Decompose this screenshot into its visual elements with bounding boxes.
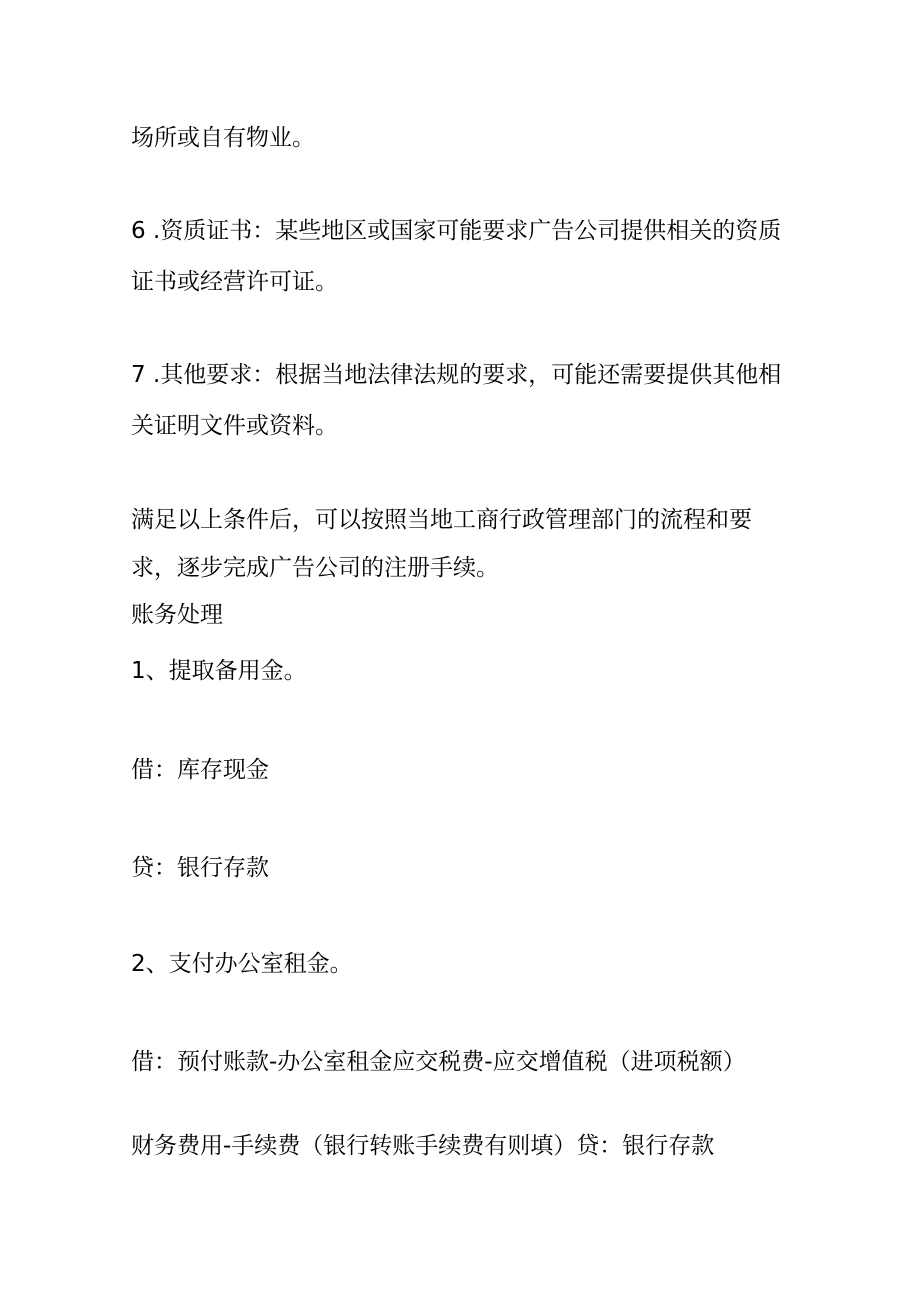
section-heading-accounting: 账务处理 — [131, 602, 223, 628]
text-line-debit-prepaid-rent: 借：预付账款-办公室租金应交税费-应交增值税（进项税额） — [131, 1049, 746, 1075]
text-line-item-6: 6 .资质证书：某些地区或国家可能要求广告公司提供相关的资质 — [131, 218, 782, 244]
text-line-credit-bank: 贷：银行存款 — [131, 855, 269, 881]
text-line-property: 场所或自有物业。 — [131, 125, 315, 151]
text-line-item-7-cont: 关证明文件或资料。 — [131, 413, 338, 439]
text-line-summary: 满足以上条件后，可以按照当地工商行政管理部门的流程和要 — [131, 507, 752, 533]
text-line-step-1: 1、提取备用金。 — [131, 658, 307, 684]
text-line-summary-cont: 求，逐步完成广告公司的注册手续。 — [131, 555, 499, 581]
text-line-item-6-cont: 证书或经营许可证。 — [131, 269, 338, 295]
text-line-step-2: 2、支付办公室租金。 — [131, 951, 353, 977]
text-line-item-7: 7 .其他要求：根据当地法律法规的要求，可能还需要提供其他相 — [131, 362, 782, 388]
text-line-debit-cash: 借：库存现金 — [131, 757, 269, 783]
text-line-finance-fee: 财务费用-手续费（银行转账手续费有则填）贷：银行存款 — [131, 1133, 715, 1159]
